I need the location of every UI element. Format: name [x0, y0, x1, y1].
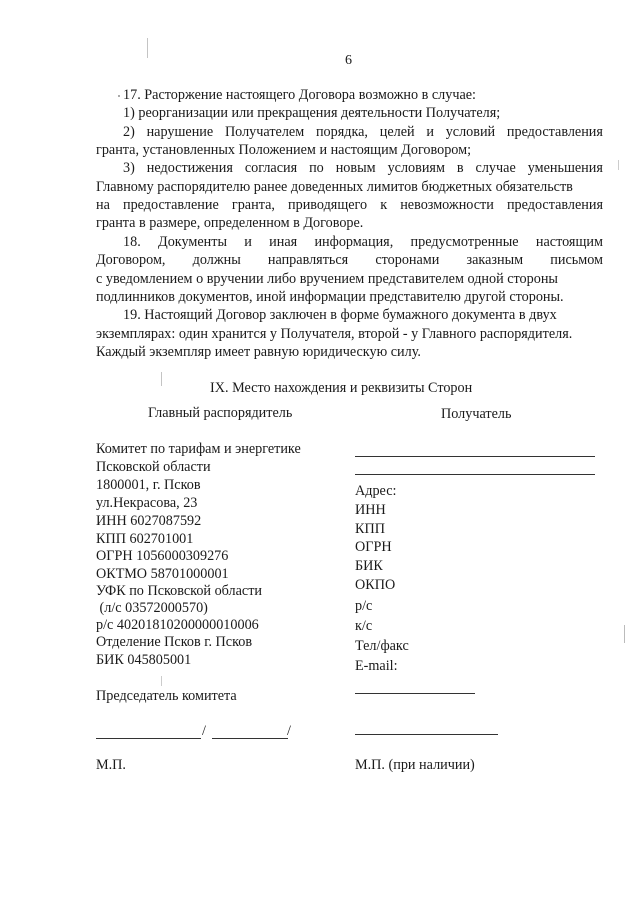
right-requisite-field: Тел/факс — [355, 638, 409, 654]
word: предоставления — [506, 124, 603, 140]
scan-artifact — [161, 372, 162, 386]
right-requisite-field: ОГРН — [355, 539, 392, 555]
right-requisite-field: к/с — [355, 618, 373, 634]
left-requisite-line: ОГРН 1056000309276 — [96, 548, 229, 564]
clause-18-line-4: подлинников документов, иной информации представителю другой стороны. — [96, 289, 564, 305]
word: к — [380, 197, 388, 213]
recipient-signatory-line — [355, 693, 475, 694]
right-requisite-field: ОКПО — [355, 577, 396, 593]
word: предоставление — [122, 197, 219, 213]
word: и — [244, 234, 252, 250]
word: гранта, — [231, 197, 275, 213]
word: условиям — [387, 160, 445, 176]
left-requisite-line: БИК 045805001 — [96, 652, 192, 668]
left-requisite-line: Комитет по тарифам и энергетике — [96, 441, 301, 457]
word: Получателем — [224, 124, 305, 140]
clause-17-item-3-line-3 — [96, 196, 603, 215]
word: невозможности — [400, 197, 494, 213]
word: случае — [475, 160, 516, 176]
right-requisite-field: E-mail: — [355, 658, 398, 674]
right-seal-mark: М.П. (при наличии) — [355, 757, 475, 773]
clause-17-intro: 17. Расторжение настоящего Договора возможно в случае: — [123, 87, 476, 103]
left-requisite-line: 1800001, г. Псков — [96, 477, 201, 493]
left-seal-mark: М.П. — [96, 757, 126, 773]
clause-19-line-3: Каждый экземпляр имеет равную юридическую силу. — [96, 344, 421, 360]
clause-18-line-3: с уведомлением о вручении либо вручением представителем одной стороны — [96, 271, 558, 287]
right-requisite-field: КПП — [355, 521, 385, 537]
right-requisite-field: БИК — [355, 558, 383, 574]
scan-artifact — [118, 95, 120, 97]
signature-separator: / — [287, 723, 291, 739]
word: предусмотренные — [410, 234, 519, 250]
clause-17-item-3-line-1 — [123, 159, 603, 178]
word: недостижения — [146, 160, 233, 176]
clause-17-item-3-line-2: Главному распорядителю ранее доведенных лимитов бюджетных обязательств — [96, 179, 573, 195]
left-requisite-line: ОКТМО 58701000001 — [96, 566, 229, 582]
clause-17-item-3-line-4: гранта в размере, определенном в Договоре. — [96, 215, 364, 231]
clause-19-line-2: экземплярах: один хранится у Получателя, второй - у Главного распорядителя. — [96, 326, 573, 342]
clause-18-line-1 — [123, 233, 603, 252]
scan-artifact — [161, 676, 162, 686]
left-requisite-line: КПП 602701001 — [96, 531, 194, 547]
clause-17-item-2-line-2: гранта, установленных Положением и настоящим Договором; — [96, 142, 472, 158]
word: настоящим — [535, 234, 603, 250]
word: и — [426, 124, 434, 140]
recipient-name-line-2 — [355, 474, 595, 475]
word: по — [309, 160, 324, 176]
word: заказным — [466, 252, 524, 268]
word: Договором, — [96, 252, 166, 268]
clause-18-line-2 — [96, 251, 603, 270]
word: информация, — [314, 234, 394, 250]
clause-17-item-2-line-1 — [123, 123, 603, 142]
scan-artifact — [618, 160, 619, 170]
signature-line — [96, 738, 201, 739]
word: должны — [192, 252, 241, 268]
left-requisite-line: (л/с 03572000570) — [96, 600, 208, 616]
signature-name-line — [212, 738, 288, 739]
signatory-title: Председатель комитета — [96, 688, 237, 704]
word: сторонами — [375, 252, 440, 268]
word: приводящего — [288, 197, 368, 213]
word: 3) — [123, 160, 135, 176]
left-requisite-line: ул.Некрасова, 23 — [96, 495, 198, 511]
recipient-signature-line — [355, 734, 498, 735]
word: целей — [379, 124, 415, 140]
word: иная — [269, 234, 298, 250]
word: согласия — [244, 160, 298, 176]
recipient-name-line-1 — [355, 456, 595, 457]
word: предоставления — [506, 197, 603, 213]
clause-17-item-1: 1) реорганизации или прекращения деятельности Получателя; — [123, 105, 501, 121]
word: 18. — [123, 234, 141, 250]
right-requisite-field: ИНН — [355, 502, 386, 518]
left-requisite-line: УФК по Псковской области — [96, 583, 262, 599]
clause-19-line-1: 19. Настоящий Договор заключен в форме бумажного документа в двух — [123, 307, 557, 323]
word: письмом — [550, 252, 603, 268]
signature-separator: / — [202, 723, 206, 739]
right-party-heading: Получатель — [441, 406, 512, 422]
word: Документы — [158, 234, 227, 250]
scan-artifact — [624, 625, 625, 643]
right-requisite-field: р/с — [355, 598, 373, 614]
word: условий — [445, 124, 496, 140]
left-requisite-line: Отделение Псков г. Псков — [96, 634, 253, 650]
word: новым — [335, 160, 376, 176]
section-title: IX. Место нахождения и реквизиты Сторон — [210, 380, 473, 396]
word: 2) — [123, 124, 135, 140]
word: на — [96, 197, 110, 213]
word: нарушение — [146, 124, 214, 140]
word: уменьшения — [527, 160, 603, 176]
page-number: 6 — [345, 53, 352, 68]
right-requisite-field: Адрес: — [355, 483, 397, 499]
left-requisite-line: Псковской области — [96, 459, 211, 475]
scan-artifact — [147, 38, 148, 58]
word: в — [456, 160, 464, 176]
word: направляться — [267, 252, 349, 268]
left-requisite-line: р/с 40201810200000010006 — [96, 617, 259, 633]
left-party-heading: Главный распорядитель — [148, 405, 293, 421]
word: порядка, — [315, 124, 368, 140]
left-requisite-line: ИНН 6027087592 — [96, 513, 202, 529]
